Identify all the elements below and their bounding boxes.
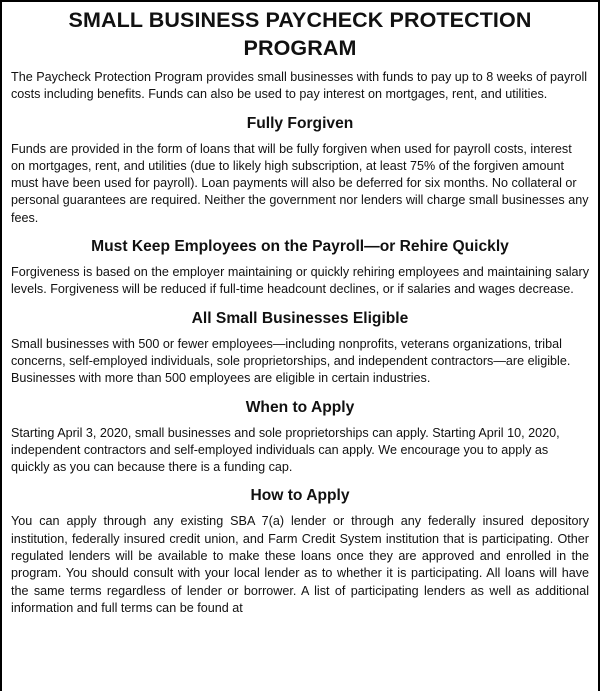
heading-eligibility: All Small Businesses Eligible (191, 309, 409, 327)
heading-keep-employees: Must Keep Employees on the Payroll—or Rehire Quickly (91, 238, 509, 256)
paragraph-eligibility: Small businesses with 500 or fewer employees—including nonprofits, veterans organizations, tribal concerns, self-employed individuals, sole proprietorships, and independent contractors—are eligible. Businesses with more than 500 employees are eligible in certain industries. (11, 336, 571, 386)
page-title: SMALL BUSINESS PAYCHECK PROTECTION PROGRAM (68, 8, 532, 60)
intro-paragraph: The Paycheck Protection Program provides small businesses with funds to pay up to 8 weeks of payroll costs including benefits. Funds can also be used to pay interest on mortgages, rent, and utilities. (11, 70, 588, 102)
heading-when-to-apply: When to Apply (245, 398, 355, 416)
paragraph-how-to-apply: You can apply through any existing SBA 7(a) lender or through any federally insured depository institution, federally insured credit union, and Farm Credit System institution that is participating. Other regulated lenders will be available to make these loans once they are approved and enrolled in the program. You should consult with your local lender as to whether it is participating. All loans will have the same terms regardless of lender or borrower. A list of participating lenders as well as additional information and full terms can be found at (11, 514, 589, 615)
heading-how-to-apply: How to Apply (250, 487, 350, 505)
heading-fully-forgiven: Fully Forgiven (246, 114, 354, 132)
paragraph-fully-forgiven: Funds are provided in the form of loans that will be fully forgiven when used for payroll costs, interest on mortgages, rent, and utilities (due to likely high subscription, at least 75% of the forgiven amount must have been used for payroll). Loan payments will also be deferred for six months. No collateral or personal guarantees are required. Neither the government nor lenders will charge small businesses any fees. (11, 141, 589, 225)
paragraph-when-to-apply: Starting April 3, 2020, small businesses and sole proprietorships can apply. Starting April 10, 2020, independent contractors and self-employed individuals can apply. We encourage you to apply as quickly as you can because there is a funding cap. (11, 425, 560, 475)
paragraph-keep-employees: Forgiveness is based on the employer maintaining or quickly rehiring employees and maintaining salary levels. Forgiveness will be reduced if full-time headcount declines, or if salaries and wages decrease. (11, 265, 589, 297)
